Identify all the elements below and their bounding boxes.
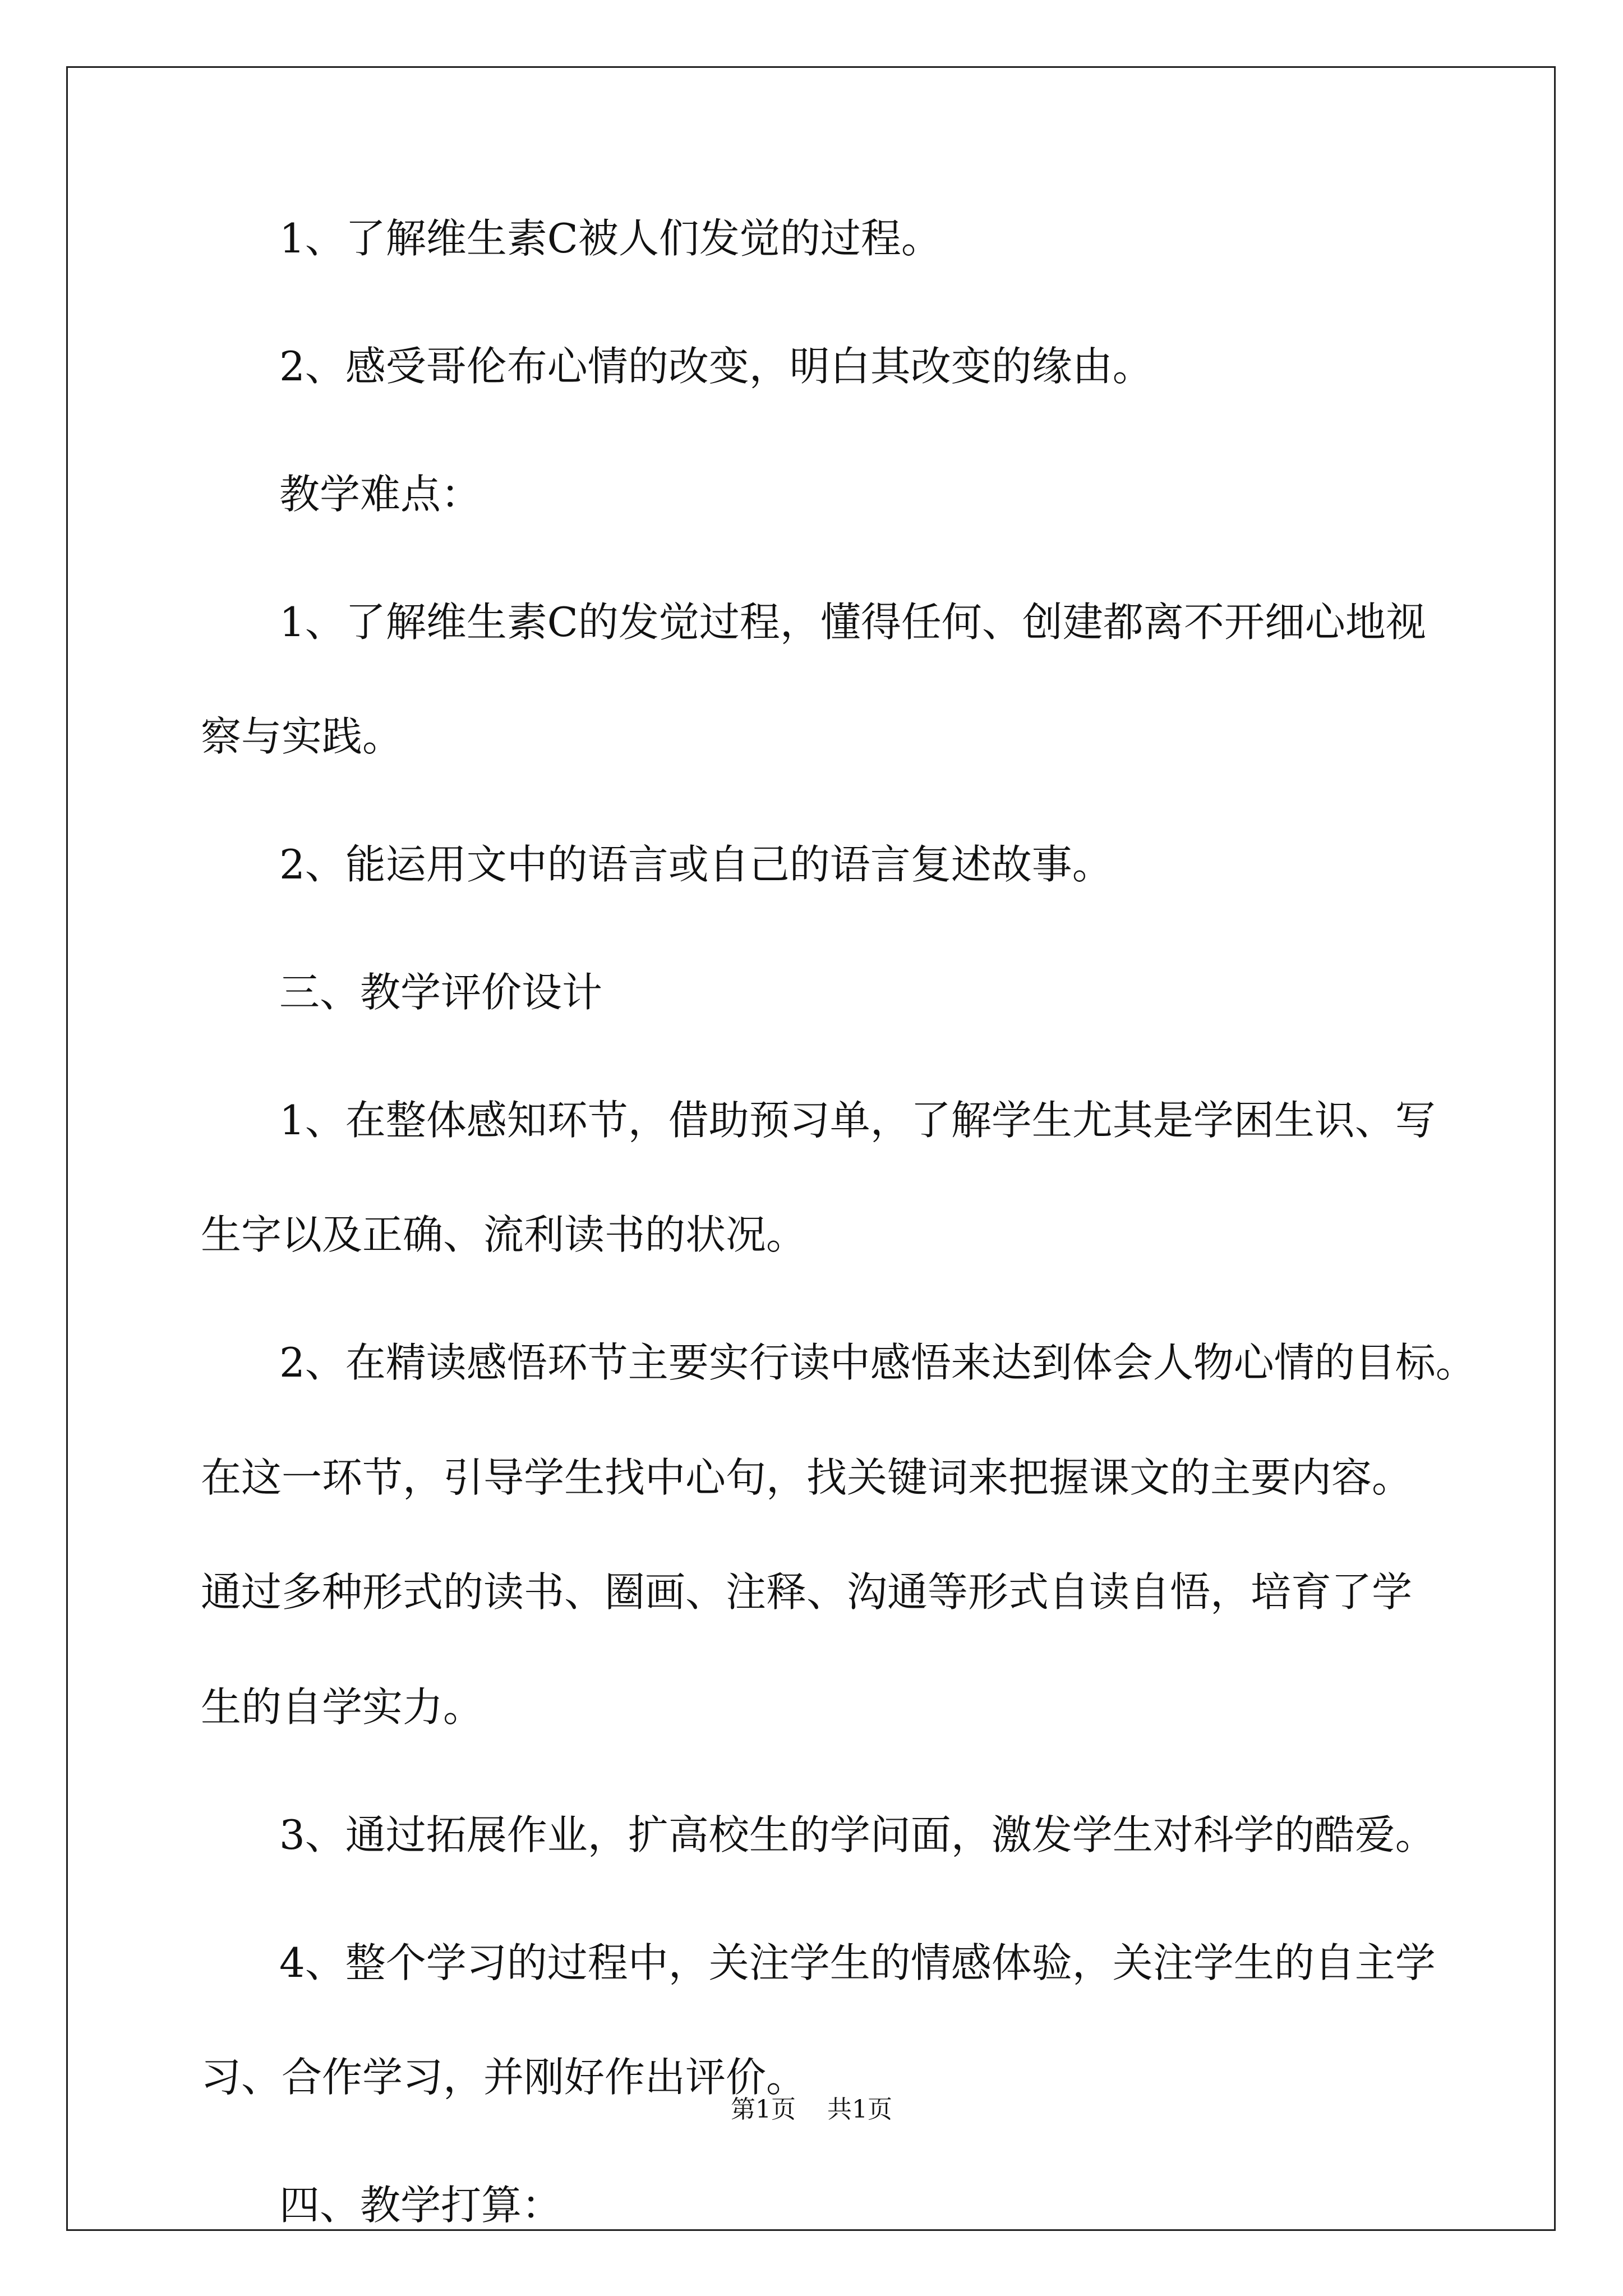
paragraph-line: 生的自学实力。 <box>201 1683 484 1731</box>
paragraph-line: 习、合作学习，并刚好作出评价。 <box>201 2054 807 2101</box>
paragraph-line: 察与实践。 <box>201 713 403 761</box>
paragraph-line: 1、在整体感知环节，借助预习单，了解学生尤其是学困生识、写 <box>279 1096 1436 1144</box>
paragraph-line: 2、能运用文中的语言或自己的语言复述故事。 <box>279 841 1113 888</box>
paragraph-line: 生字以及正确、流利读书的状况。 <box>201 1211 807 1259</box>
paragraph-line: 1、了解维生素C被人们发觉的过程。 <box>279 215 942 262</box>
paragraph-line: 2、在精读感悟环节主要实行读中感悟来达到体会人物心情的目标。 <box>279 1339 1476 1387</box>
page-number-footer: 第1页 共1页 <box>731 2095 892 2124</box>
section-heading: 四、教学打算： <box>279 2182 562 2229</box>
paragraph-line: 1、了解维生素C的发觉过程，懂得任何、创建都离不开细心地视 <box>279 598 1426 646</box>
paragraph-line: 3、通过拓展作业，扩高校生的学问面，激发学生对科学的酷爱。 <box>279 1811 1436 1858</box>
section-heading: 教学难点： <box>279 470 482 518</box>
paragraph-line: 4、整个学习的过程中，关注学生的情感体验，关注学生的自主学 <box>279 1939 1436 1986</box>
paragraph-line: 在这一环节，引导学生找中心句，找关键词来把握课文的主要内容。 <box>201 1453 1413 1501</box>
paragraph-line: 通过多种形式的读书、圈画、注释、沟通等形式自读自悟，培育了学 <box>201 1568 1413 1616</box>
paragraph-line: 2、感受哥伦布心情的改变，明白其改变的缘由。 <box>279 342 1153 390</box>
section-heading: 三、教学评价设计 <box>279 968 603 1016</box>
